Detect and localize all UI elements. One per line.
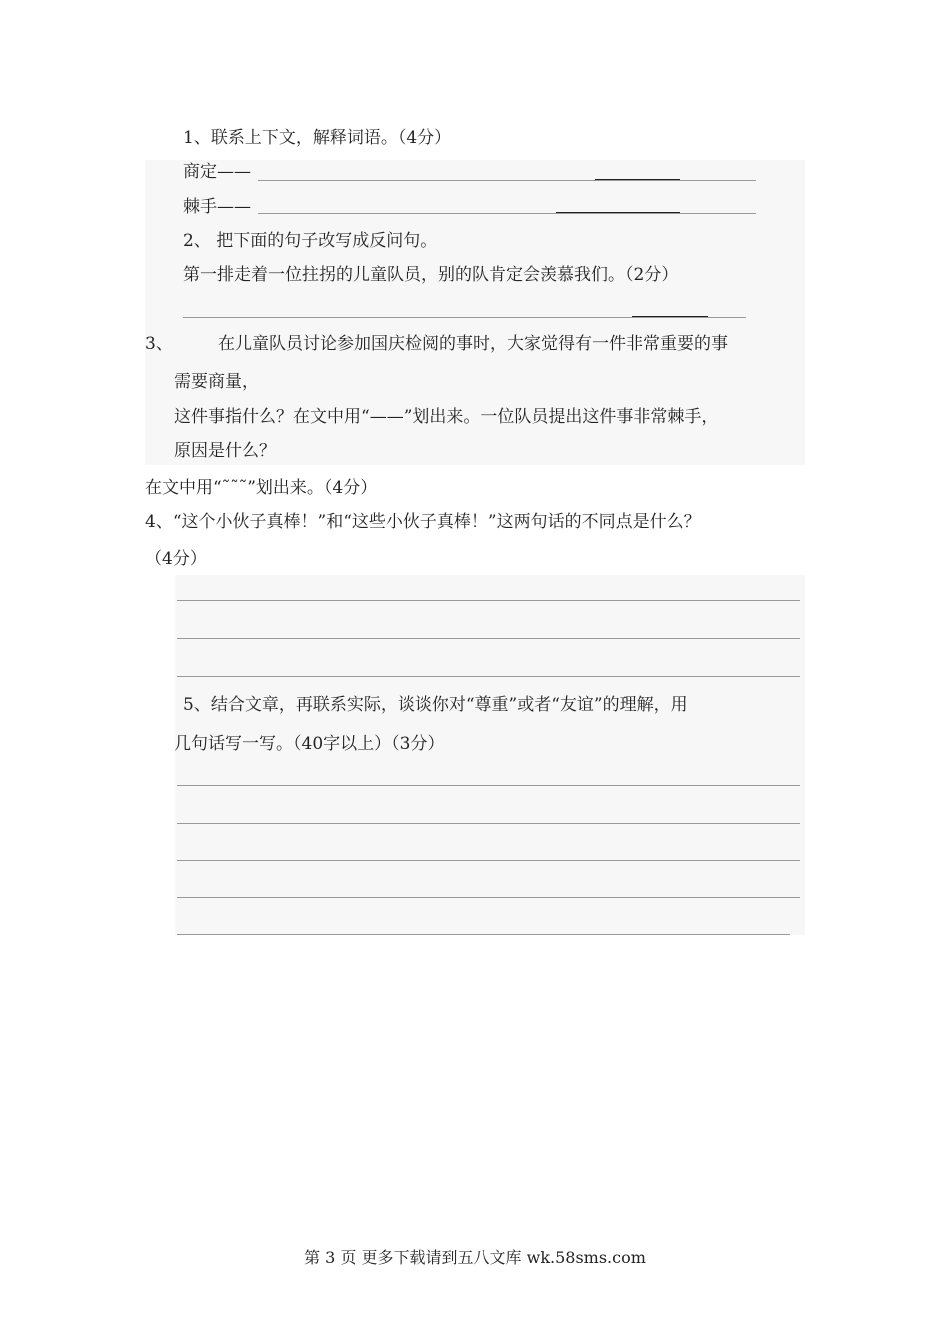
q5-line-1: 5、结合文章，再联系实际，谈谈你对“尊重”或者“友谊”的理解，用 xyxy=(183,695,688,715)
q4-answer-line-1[interactable] xyxy=(177,600,800,601)
q2-title: 2、 把下面的句子改写成反问句。 xyxy=(183,231,438,251)
q2-answer-line[interactable] xyxy=(183,317,746,318)
q1-title: 1、联系上下文，解释词语。（4分） xyxy=(183,128,452,148)
q3-line-5: 在文中用“˜˜˜”划出来。（4分） xyxy=(145,478,378,498)
q2-sentence: 第一排走着一位拄拐的儿童队员，别的队肯定会羡慕我们。（2分） xyxy=(183,265,679,285)
q3-line-3: 这件事指什么？在文中用“——”划出来。一位队员提出这件事非常棘手， xyxy=(174,407,719,427)
q1-answer-line-2[interactable] xyxy=(258,213,756,214)
q3-line-4: 原因是什么？ xyxy=(174,441,276,461)
shaded-block-bottom xyxy=(175,575,805,935)
q5-answer-line-4[interactable] xyxy=(177,897,800,898)
q3-line-2: 需要商量， xyxy=(174,372,259,392)
q5-answer-line-3[interactable] xyxy=(177,860,800,861)
q1-answer-line-1[interactable] xyxy=(258,180,756,181)
q2-answer-line-mark xyxy=(632,316,708,317)
q4-line-2: （4分） xyxy=(145,549,207,569)
q5-answer-line-2[interactable] xyxy=(177,823,800,824)
q1-answer-line-2-mark xyxy=(556,212,680,213)
q1-word1: 商定—— xyxy=(183,162,251,182)
q3-line-1: 在儿童队员讨论参加国庆检阅的事时，大家觉得有一件非常重要的事 xyxy=(218,334,728,354)
q1-answer-line-1-mark xyxy=(595,179,680,180)
q4-line-1: 4、“这个小伙子真棒！”和“这些小伙子真棒！”这两句话的不同点是什么？ xyxy=(145,512,701,532)
q3-number: 3、 xyxy=(145,334,173,354)
q1-word2: 棘手—— xyxy=(183,197,251,217)
q4-answer-line-3[interactable] xyxy=(177,676,800,677)
q5-answer-line-5[interactable] xyxy=(177,934,790,935)
q4-answer-line-2[interactable] xyxy=(177,638,800,639)
page-footer: 第 3 页 更多下载请到五八文库 wk.58sms.com xyxy=(304,1248,646,1267)
q5-answer-line-1[interactable] xyxy=(177,785,800,786)
q5-line-2: 几句话写一写。（40字以上）（3分） xyxy=(174,734,445,754)
